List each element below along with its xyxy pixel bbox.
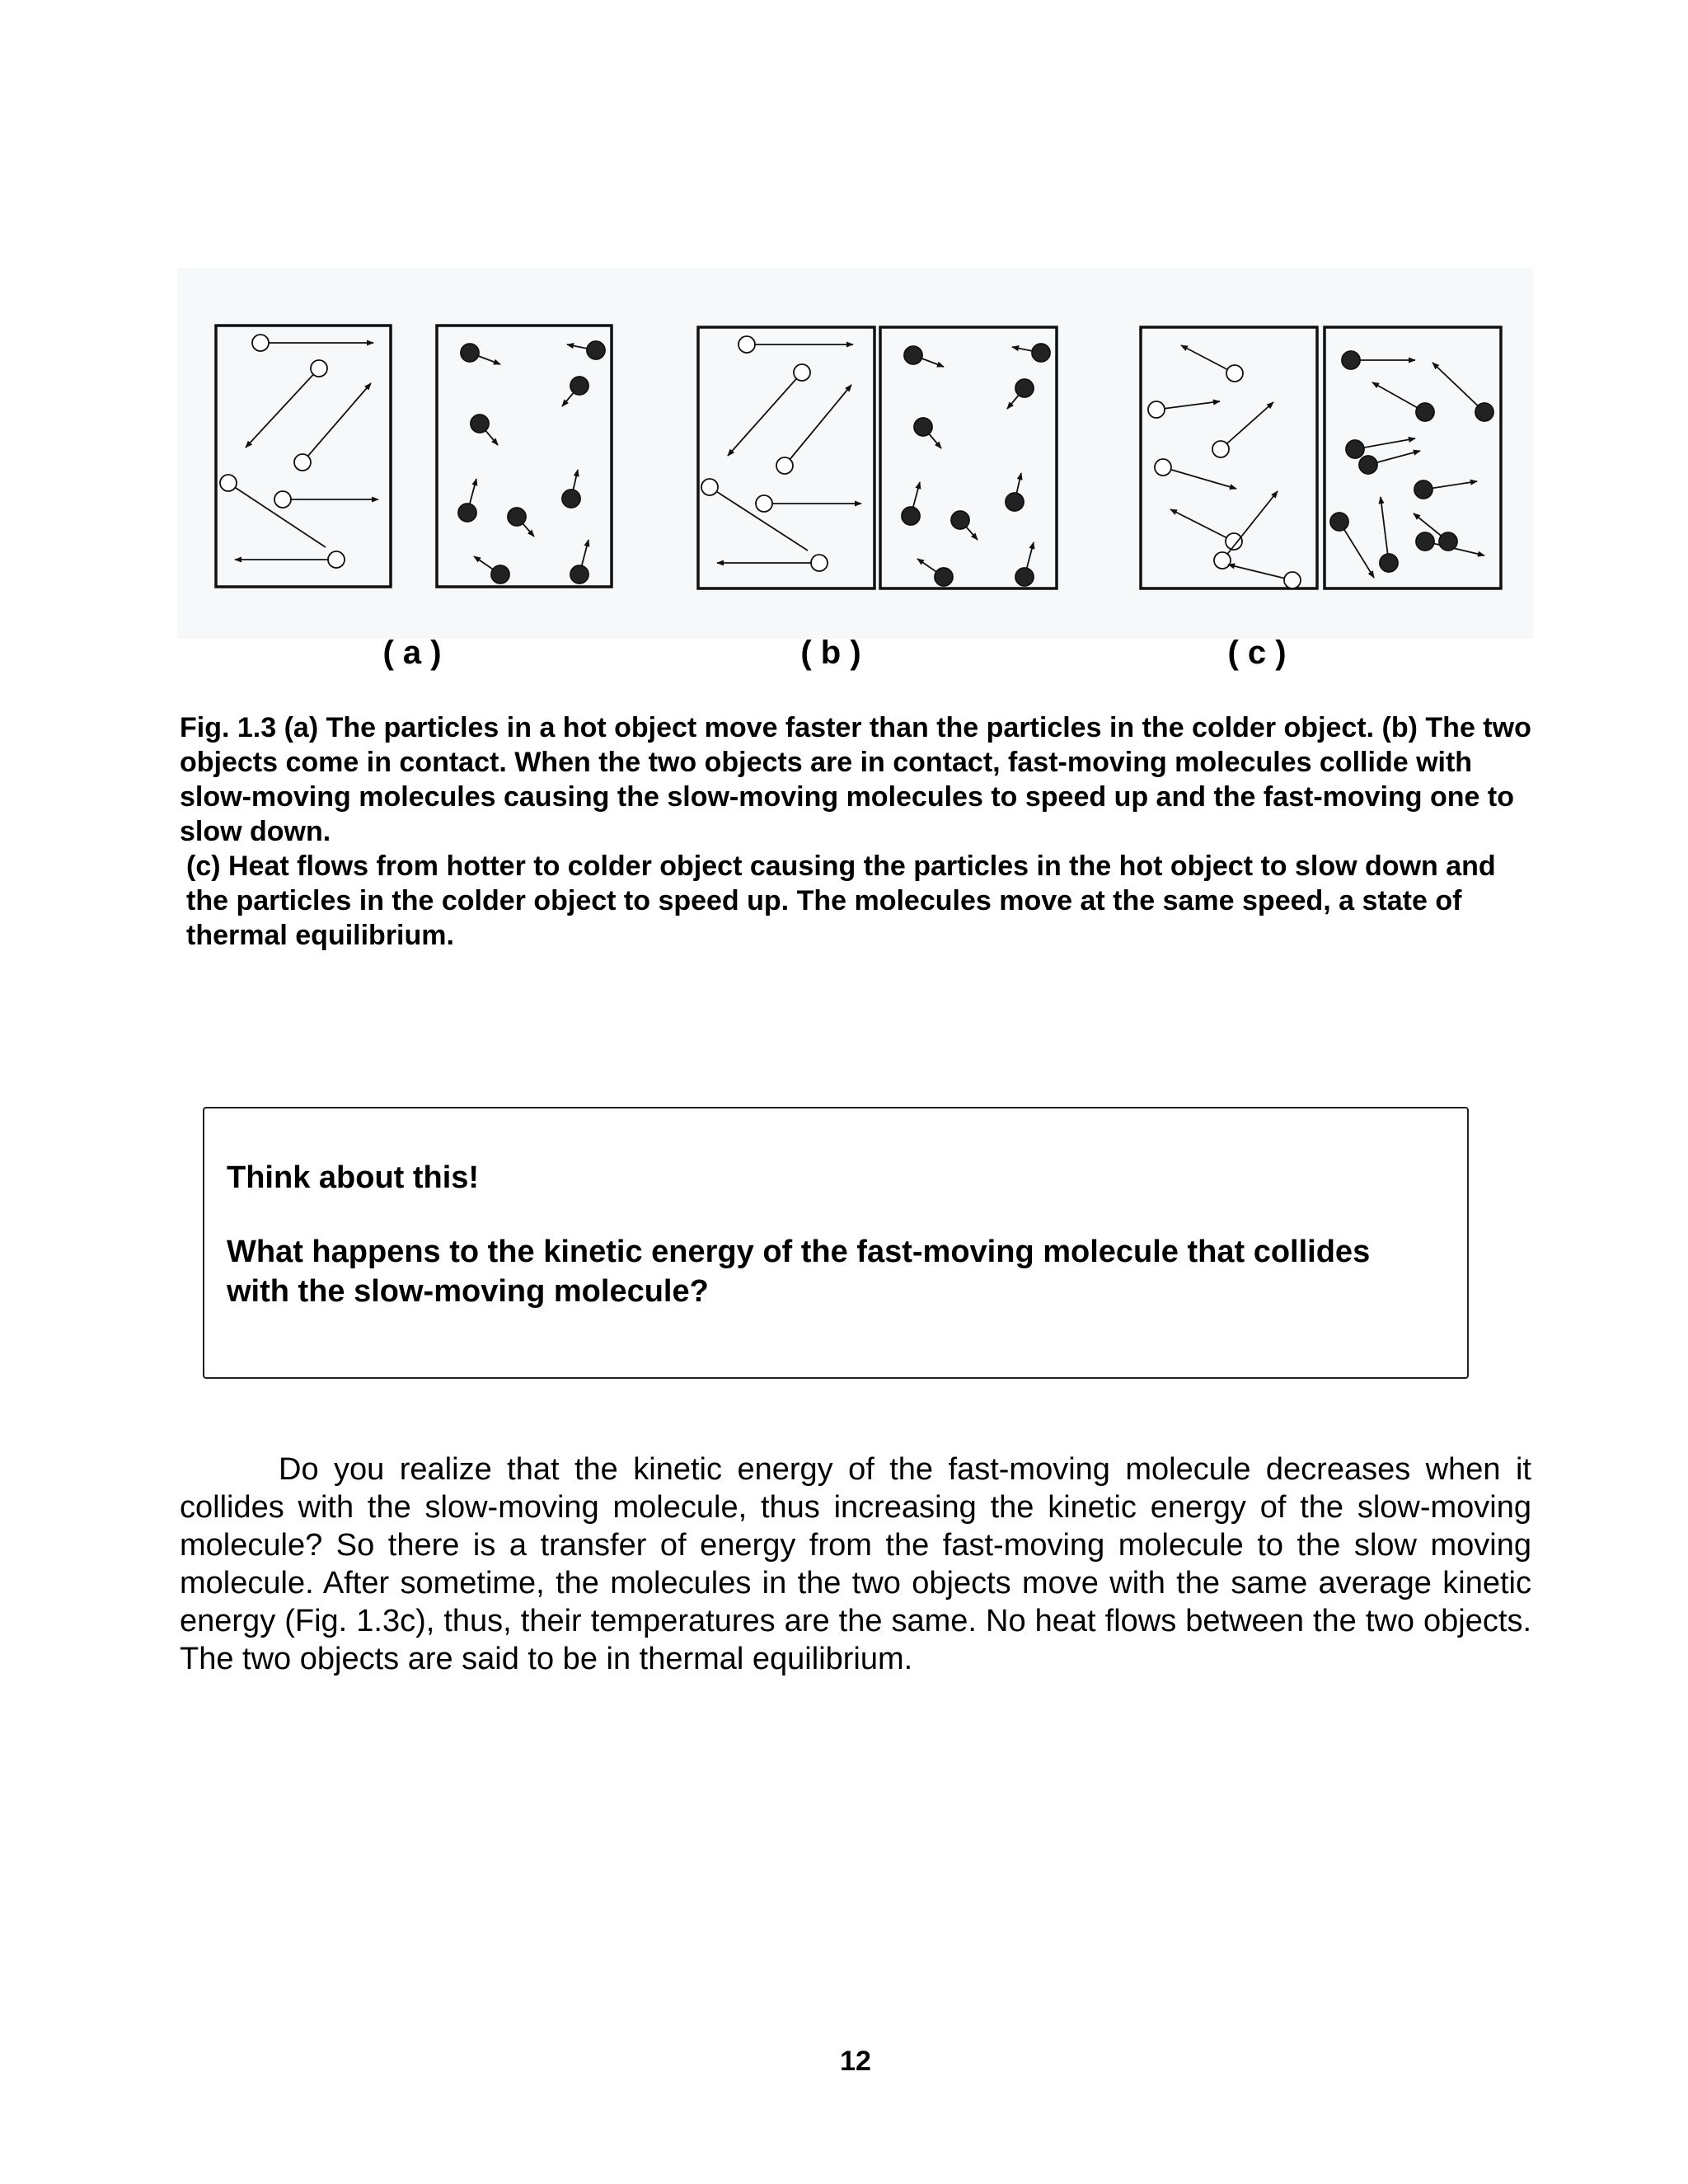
particle-diagram xyxy=(177,268,1533,639)
box-b-cold xyxy=(880,327,1057,588)
figure-1-3 xyxy=(177,268,1533,639)
think-box-question: What happens to the kinetic energy of the fast-moving molecule that collides with the slow-moving molecule? xyxy=(227,1235,1371,1309)
box-a-cold-particles xyxy=(458,341,605,583)
figure-caption xyxy=(180,710,1531,953)
box-b-hot-particles xyxy=(701,336,861,571)
box-a-cold xyxy=(437,326,612,587)
caption-paragraph-2: (c) Heat flows from hotter to colder object causing the particles in the hot object to slow down and the particles in the colder object to speed up. The molecules move at the same speed, a state of thermal equilibrium. xyxy=(186,851,1496,951)
box-b-cold-particles xyxy=(902,344,1050,586)
panel-label-b: ( b ) xyxy=(800,635,861,671)
box-c-hot xyxy=(1141,327,1317,588)
box-c-cold-particles xyxy=(1330,351,1493,578)
caption-paragraph-1: Fig. 1.3 (a) The particles in a hot object move faster than the particles in the colder object. (b) The two objects come in contact. When the two objects are in contact, fast-moving molecules collide with slow-moving molecules causing the slow-moving molecules to speed up and the fast-moving one to slow down. xyxy=(180,712,1531,847)
box-a-hot-particles xyxy=(220,335,378,568)
body-paragraph: Do you realize that the kinetic energy of the fast-moving molecule decreases when it collides with the slow-moving molecule, thus increasing the kinetic energy of the slow-moving molecule? So there is a transfer of energy from the fast-moving molecule to the slow moving molecule. After sometime, the molecules in the two objects move with the same average kinetic energy (Fig. 1.3c), thus, their temperatures are the same. No heat flows between the two objects. The two objects are said to be in thermal equilibrium. xyxy=(180,1452,1531,1676)
panel-label-c: ( c ) xyxy=(1227,635,1287,671)
think-about-this-box xyxy=(203,1107,1469,1379)
page-number: 12 xyxy=(840,2046,871,2077)
panel-label-a: ( a ) xyxy=(382,635,442,671)
box-c-hot-particles xyxy=(1148,345,1301,588)
think-box-title: Think about this! xyxy=(227,1160,480,1195)
